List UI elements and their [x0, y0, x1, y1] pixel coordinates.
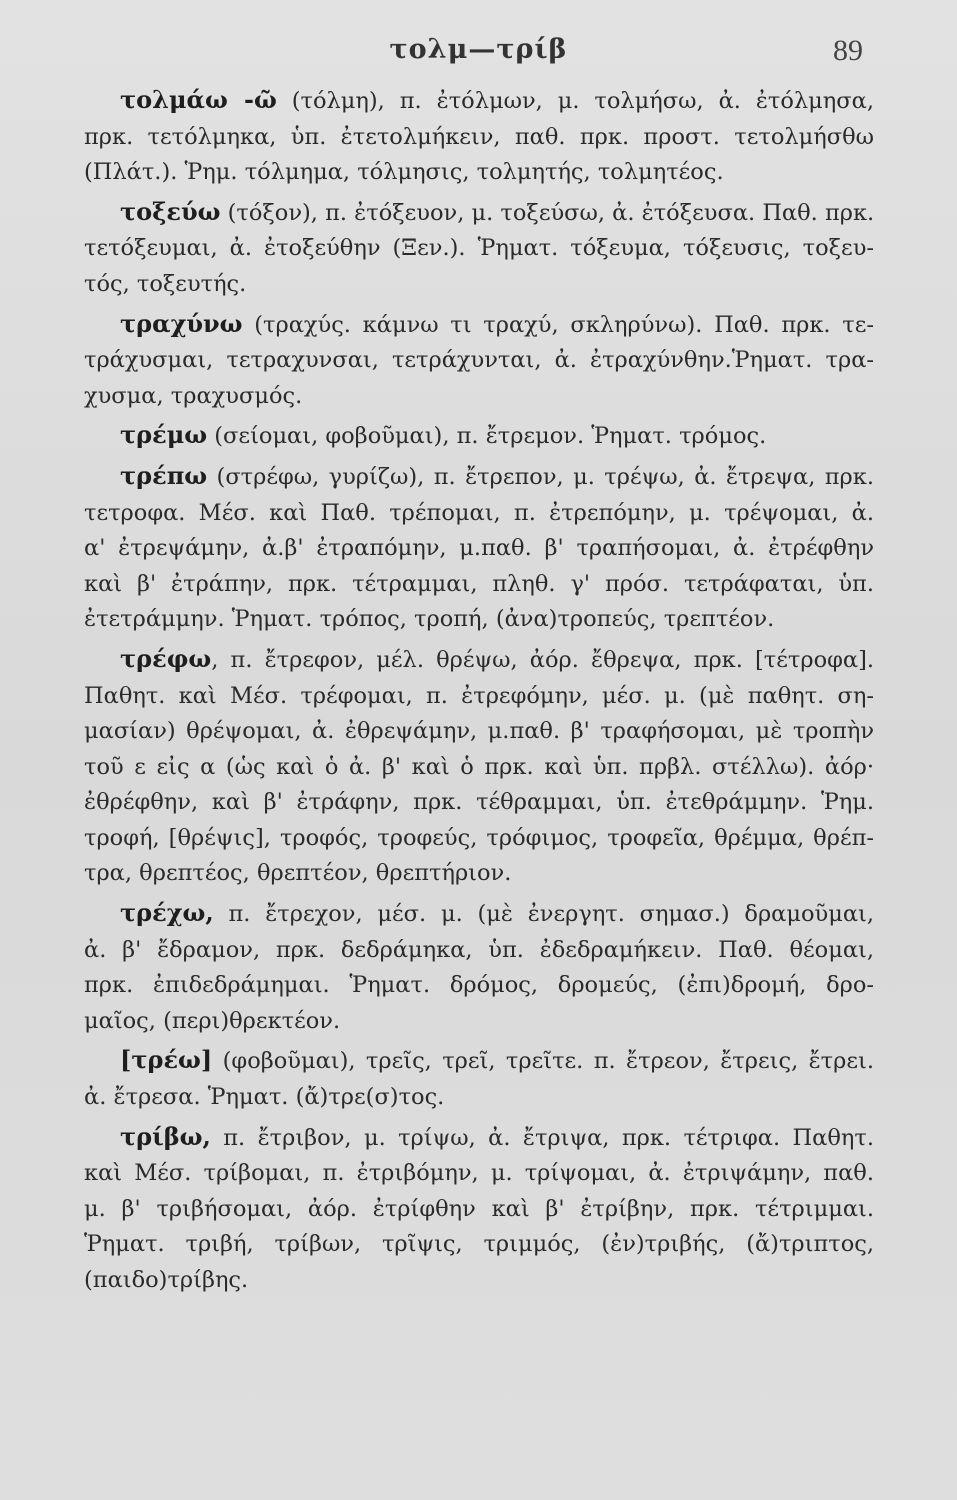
- entry-line: [84, 120, 874, 156]
- entry-text: ἐθρέφθην, καὶ β' ἐτράφην, πρκ. τέθραμμαι, ὑπ. ἐτεθράμμην. Ῥημ.: [84, 789, 874, 816]
- entry-text: ἀ. β' ἔδραμον, πρκ. δεδράμηκα, ὑπ. ἐδεδραμήκειν. Παθ. θέομαι,: [84, 936, 874, 963]
- entry-line: [84, 602, 874, 638]
- entry-text: (φοβοῦμαι), τρεῖς, τρεῖ, τρεῖτε. π. ἔτρεον, ἔτρεις, ἔτρει.: [212, 1048, 874, 1075]
- entry-text: τός, τοξευτής.: [84, 270, 247, 297]
- headword: τραχύνω: [120, 308, 243, 338]
- entry-line: [84, 1156, 874, 1192]
- headword: τρίβω,: [120, 1121, 211, 1151]
- dictionary-entry: [84, 895, 874, 1039]
- entry-line: [84, 458, 874, 496]
- entry-text: καὶ Μέσ. τρίβομαι, π. ἐτριβόμην, μ. τρίψομαι, ἀ. ἐτριψάμην, παθ.: [84, 1160, 874, 1187]
- entry-text: τετροφα. Μέσ. καὶ Παθ. τρέπομαι, π. ἐτρεπόμην, μ. τρέψομαι, ἀ.: [84, 499, 874, 526]
- entry-line: [84, 231, 874, 267]
- dictionary-entry: [84, 458, 874, 638]
- entry-line: [84, 267, 874, 303]
- entry-line: [84, 750, 874, 786]
- entry-text: (Πλάτ.). Ῥημ. τόλμημα, τόλμησις, τολμητής, τολμητέος.: [84, 159, 724, 186]
- entry-text: τετόξευμαι, ἀ. ἐτοξεύθην (Ξεν.). Ῥηματ. τόξευμα, τόξευσις, τοξευ-: [84, 235, 874, 262]
- entry-line: [84, 641, 874, 679]
- page-header: [0, 34, 957, 74]
- entry-line: [84, 714, 874, 750]
- entry-text: ἐτετράμμην. Ῥηματ. τρόπος, τροπή, (ἀνα)τροπεύς, τρεπτέον.: [84, 606, 775, 633]
- entry-line: [84, 82, 874, 120]
- entry-text: καὶ β' ἐτράπην, πρκ. τέτραμμαι, πληθ. γ' πρόσ. τετράφαται, ὑπ.: [84, 570, 874, 597]
- entry-line: [84, 821, 874, 857]
- running-head: τολμ—τρίβ: [389, 34, 568, 65]
- entry-line: [84, 1042, 874, 1080]
- entry-text: (τόξον), π. ἐτόξευον, μ. τοξεύσω, ἀ. ἐτόξευσα. Παθ. πρκ.: [220, 199, 874, 226]
- entry-line: [84, 194, 874, 232]
- entry-line: [84, 679, 874, 715]
- dictionary-entry: [84, 1042, 874, 1115]
- entry-line: [84, 785, 874, 821]
- entry-text: τοῦ ε εἰς α (ὡς καὶ ὁ ἀ. β' καὶ ὁ πρκ. καὶ ὑπ. πρβλ. στέλλω). ἀόρ·: [84, 753, 874, 780]
- entry-line: [84, 496, 874, 532]
- entry-text: μ. β' τριβήσομαι, ἀόρ. ἐτρίφθην καὶ β' ἐτρίβην, πρκ. τέτριμμαι.: [84, 1195, 874, 1222]
- entry-text: μαῖος, (περι)θρεκτέον.: [84, 1007, 341, 1034]
- dictionary-entry: [84, 82, 874, 191]
- entry-text: Παθητ. καὶ Μέσ. τρέφομαι, π. ἐτρεφόμην, μέσ. μ. (μὲ παθητ. ση-: [84, 682, 874, 709]
- headword: [τρέω]: [120, 1045, 213, 1075]
- entry-line: [84, 895, 874, 933]
- entry-line: [84, 1192, 874, 1228]
- headword: τοξεύω: [120, 196, 221, 226]
- headword: τρέφω: [120, 643, 212, 673]
- entry-text: τροφή, [θρέψις], τροφός, τροφεύς, τρόφιμος, τροφεῖα, θρέμμα, θρέπ-: [84, 824, 874, 851]
- entry-line: [84, 343, 874, 379]
- entry-text: τράχυσμαι, τετραχυνσαι, τετράχυνται, ἀ. ἐτραχύνθην.Ῥηματ. τρα-: [84, 347, 874, 374]
- entry-text: πρκ. ἐπιδεδράμημαι. Ῥηματ. δρόμος, δρομεύς, (ἐπι)δρομή, δρο-: [84, 972, 874, 999]
- entry-text: π. ἔτριβον, μ. τρίψω, ἀ. ἔτριψα, πρκ. τέτριφα. Παθητ.: [210, 1124, 874, 1151]
- entry-line: [84, 379, 874, 415]
- dictionary-entries: [84, 82, 874, 1302]
- entry-line: [84, 1004, 874, 1040]
- entry-text: α' ἐτρεψάμην, ἀ.β' ἐτραπόμην, μ.παθ. β' τραπήσομαι, ἀ. ἐτρέφθην: [84, 535, 874, 562]
- entry-line: [84, 1263, 874, 1299]
- entry-text: τρα, θρεπτέος, θρεπτέον, θρεπτήριον.: [84, 860, 512, 887]
- entry-line: [84, 1080, 874, 1116]
- page-number: 89: [833, 34, 863, 67]
- entry-line: [84, 968, 874, 1004]
- entry-line: [84, 155, 874, 191]
- entry-line: [84, 567, 874, 603]
- entry-text: (παιδο)τρίβης.: [84, 1267, 249, 1293]
- entry-text: (σείομαι, φοβοῦμαι), π. ἔτρεμον. Ῥηματ. τρόμος.: [207, 423, 767, 450]
- headword: τρέχω,: [120, 898, 214, 928]
- entry-line: [84, 531, 874, 567]
- dictionary-entry: [84, 1119, 874, 1299]
- entry-text: (στρέφω, γυρίζω), π. ἔτρεπον, μ. τρέψω, ἀ. ἔτρεψα, πρκ.: [207, 463, 874, 490]
- entry-text: πρκ. τετόλμηκα, ὑπ. ἐτετολμήκειν, παθ. πρκ. προστ. τετολμήσθω: [84, 123, 874, 150]
- entry-text: (τραχύς. κάμνω τι τραχύ, σκληρύνω). Παθ. πρκ. τε-: [242, 311, 874, 338]
- headword: τολμάω -ῶ: [120, 85, 277, 114]
- entry-text: ἀ. ἔτρεσα. Ῥηματ. (ἄ)τρε(σ)τος.: [84, 1084, 445, 1111]
- entry-line: [84, 1227, 874, 1263]
- entry-text: Ῥηματ. τριβή, τρίβων, τρῖψις, τριμμός, (ἐν)τριβής, (ἄ)τριπτος,: [84, 1231, 874, 1258]
- entry-text: (τόλμη), π. ἐτόλμων, μ. τολμήσω, ἀ. ἐτόλμησα,: [276, 88, 874, 114]
- entry-text: χυσμα, τραχυσμός.: [84, 382, 303, 409]
- entry-text: , π. ἔτρεφον, μέλ. θρέψω, ἀόρ. ἔθρεψα, πρκ. [τέτροφα].: [211, 646, 874, 673]
- headword: τρέπω: [120, 460, 208, 490]
- entry-line: [84, 933, 874, 969]
- entry-line: [84, 856, 874, 892]
- dictionary-entry: [84, 417, 874, 455]
- dictionary-entry: [84, 194, 874, 303]
- dictionary-entry: [84, 306, 874, 415]
- entry-line: [84, 417, 874, 455]
- dictionary-entry: [84, 641, 874, 892]
- entry-text: μασίαν) θρέψομαι, ἀ. ἐθρεψάμην, μ.παθ. β' τραφήσομαι, μὲ τροπὴν: [84, 718, 874, 745]
- entry-line: [84, 306, 874, 344]
- entry-text: π. ἔτρεχον, μέσ. μ. (μὲ ἐνεργητ. σημασ.) δραμοῦμαι,: [213, 901, 874, 928]
- entry-line: [84, 1119, 874, 1157]
- headword: τρέμω: [120, 420, 208, 450]
